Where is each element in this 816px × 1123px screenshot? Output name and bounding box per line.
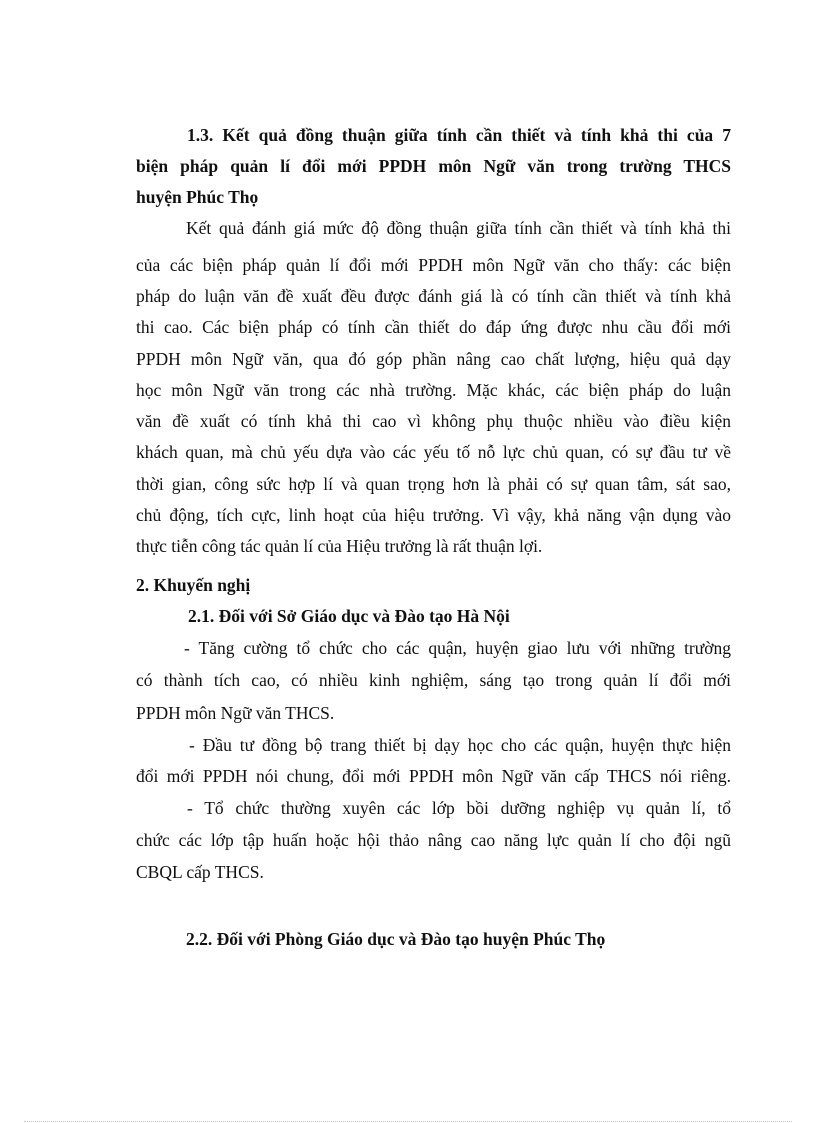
paragraph-line: thi cao. Các biện pháp có tính cần thiết do đáp ứng được nhu cầu đổi mới	[136, 317, 731, 337]
recommendation-line: chức các lớp tập huấn hoặc hội thảo nâng cao năng lực quản lí cho đội ngũ	[136, 830, 731, 850]
paragraph-line: PPDH môn Ngữ văn, qua đó góp phần nâng cao chất lượng, hiệu quả dạy	[136, 349, 731, 369]
paragraph-line: học môn Ngữ văn trong các nhà trường. Mặc khác, các biện pháp do luận	[136, 380, 731, 400]
paragraph-line: Kết quả đánh giá mức độ đồng thuận giữa tính cần thiết và tính khả thi	[186, 218, 731, 238]
recommendation-line: có thành tích cao, có nhiều kinh nghiệm, sáng tạo trong quản lí đổi mới	[136, 670, 731, 690]
recommendation-line: CBQL cấp THCS.	[136, 862, 264, 882]
section-heading-1-3-line-1: 1.3. Kết quả đồng thuận giữa tính cần thiết và tính khả thi của 7	[187, 125, 731, 145]
section-heading-1-3-line-3: huyện Phúc Thọ	[136, 187, 259, 207]
recommendation-line: - Tăng cường tổ chức cho các quận, huyện giao lưu với những trường	[184, 638, 731, 658]
paragraph-line: pháp do luận văn đề xuất đều được đánh giá là có tính cần thiết và tính khả	[136, 286, 731, 306]
page-bottom-divider	[24, 1121, 792, 1122]
recommendation-line: - Đầu tư đồng bộ trang thiết bị dạy học cho các quận, huyện thực hiện	[189, 735, 731, 755]
recommendation-line: - Tổ chức thường xuyên các lớp bồi dưỡng nghiệp vụ quản lí, tổ	[187, 798, 731, 818]
paragraph-line: văn đề xuất có tính khả thi cao vì không phụ thuộc nhiều vào điều kiện	[136, 411, 731, 431]
recommendation-line: PPDH môn Ngữ văn THCS.	[136, 703, 335, 723]
paragraph-line: khách quan, mà chủ yếu dựa vào các yếu tố nỗ lực chủ quan, có sự đầu tư về	[136, 442, 731, 462]
paragraph-line: thời gian, công sức hợp lí và quan trọng hơn là phải có sự quan tâm, sát sao,	[136, 474, 731, 494]
paragraph-line: của các biện pháp quản lí đổi mới PPDH môn Ngữ văn cho thấy: các biện	[136, 255, 731, 275]
paragraph-line: thực tiễn công tác quản lí của Hiệu trưởng là rất thuận lợi.	[136, 536, 543, 556]
section-heading-2-2: 2.2. Đối với Phòng Giáo dục và Đào tạo huyện Phúc Thọ	[186, 929, 606, 949]
section-heading-2: 2. Khuyến nghị	[136, 575, 251, 595]
section-heading-1-3-line-2: biện pháp quản lí đổi mới PPDH môn Ngữ văn trong trường THCS	[136, 156, 731, 176]
recommendation-line: đổi mới PPDH nói chung, đổi mới PPDH môn Ngữ văn cấp THCS nói riêng.	[136, 766, 731, 786]
section-heading-2-1: 2.1. Đối với Sở Giáo dục và Đào tạo Hà Nội	[188, 606, 510, 626]
paragraph-line: chủ động, tích cực, linh hoạt của hiệu trưởng. Vì vậy, khả năng vận dụng vào	[136, 505, 731, 525]
